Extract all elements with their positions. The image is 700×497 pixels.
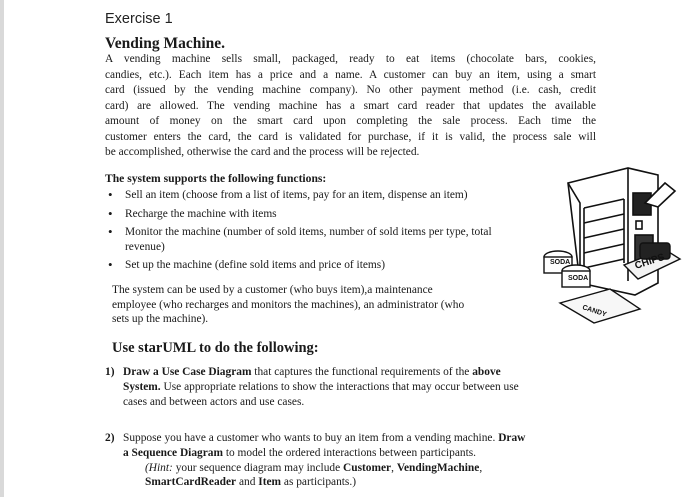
intro-line: A vending machine sells small, packaged, ready to eat items (chocolate bars, cookies, (105, 53, 596, 65)
bold-text: System. (123, 380, 161, 393)
intro-line: be accomplished, otherwise the card and the process will be rejected. (105, 146, 420, 158)
candy-label: CANDY (581, 304, 608, 319)
text: your sequence diagram may include (172, 461, 344, 474)
question-number: 1) (105, 366, 115, 378)
intro-paragraph (105, 52, 596, 161)
text: , (479, 461, 483, 474)
question-line (123, 475, 595, 490)
exercise-label: Exercise 1 (105, 11, 173, 27)
soda-label: SODA (550, 259, 571, 266)
question-line (123, 380, 595, 395)
functions-heading: The system supports the following functions: (105, 172, 327, 185)
text: Use appropriate relations to show the interactions that may occur between use (160, 380, 519, 393)
question-line: cases and between actors and use cases. (123, 395, 305, 408)
bold-text: Customer (343, 461, 392, 474)
intro-line: card) are allowed. The vending machine has a smart card reader that updates the available (105, 99, 596, 112)
bold-text: Draw (498, 432, 526, 444)
list-item: • Monitor the machine (number of sold items, number of sold items per type, total revenue) (105, 225, 520, 254)
question-number: 2) (105, 432, 115, 444)
bold-text: a Sequence Diagram (123, 446, 223, 459)
bold-text: Draw a Use Case Diagram (123, 366, 252, 378)
question-1 (105, 365, 595, 409)
soda-label: SODA (568, 275, 589, 282)
vending-machine-illustration (540, 163, 700, 338)
question-2 (105, 431, 595, 490)
actors-line: sets up the machine). (112, 313, 209, 326)
page-left-edge (0, 0, 4, 497)
text: that captures the functional requirements of the (251, 366, 473, 378)
text: to model the ordered interactions between participants. (222, 446, 477, 459)
bold-text: Item (258, 476, 282, 489)
chips-label: CHIPS (633, 251, 666, 272)
intro-line: amount of money on the smart card upon completing the sale process. Each time the (105, 115, 596, 127)
functions-list (105, 188, 545, 277)
use-staruml-heading: Use starUML to do the following: (112, 340, 319, 356)
question-line (123, 365, 595, 380)
intro-line: candies, etc.). Each item has a price and a name. A customer can buy an item, using a smart (105, 68, 596, 81)
text: and (236, 476, 259, 489)
question-line (123, 461, 595, 476)
text: , (391, 461, 397, 474)
list-item: • Set up the machine (define sold items and price of items) (105, 258, 545, 273)
actors-line: The system can be used by a customer (who buys item),a maintenance (112, 284, 433, 296)
bold-text: above (472, 366, 501, 378)
bold-text: SmartCardReader (145, 476, 237, 489)
text: as participants.) (281, 476, 357, 489)
list-item: • Recharge the machine with items (105, 207, 545, 222)
actors-paragraph (112, 283, 537, 327)
question-line (123, 446, 595, 461)
page-title: Vending Machine. (105, 35, 226, 52)
intro-line: card (issued by the vending machine company). No other payment method (i.e. cash, credit (105, 84, 596, 96)
text: Suppose you have a customer who wants to buy an item from a vending machine. (123, 432, 499, 444)
italic-text: (Hint: (145, 461, 173, 474)
actors-line: employee (who recharges and monitors the machines), an administrator (who (112, 298, 465, 311)
question-line (123, 431, 595, 446)
intro-line: customer enters the card, the card is validated for purchase, if it is valid, the process sale will (105, 130, 596, 143)
bold-text: VendingMachine (396, 461, 480, 474)
list-item: • Sell an item (choose from a list of items, pay for an item, dispense an item) (105, 188, 545, 203)
